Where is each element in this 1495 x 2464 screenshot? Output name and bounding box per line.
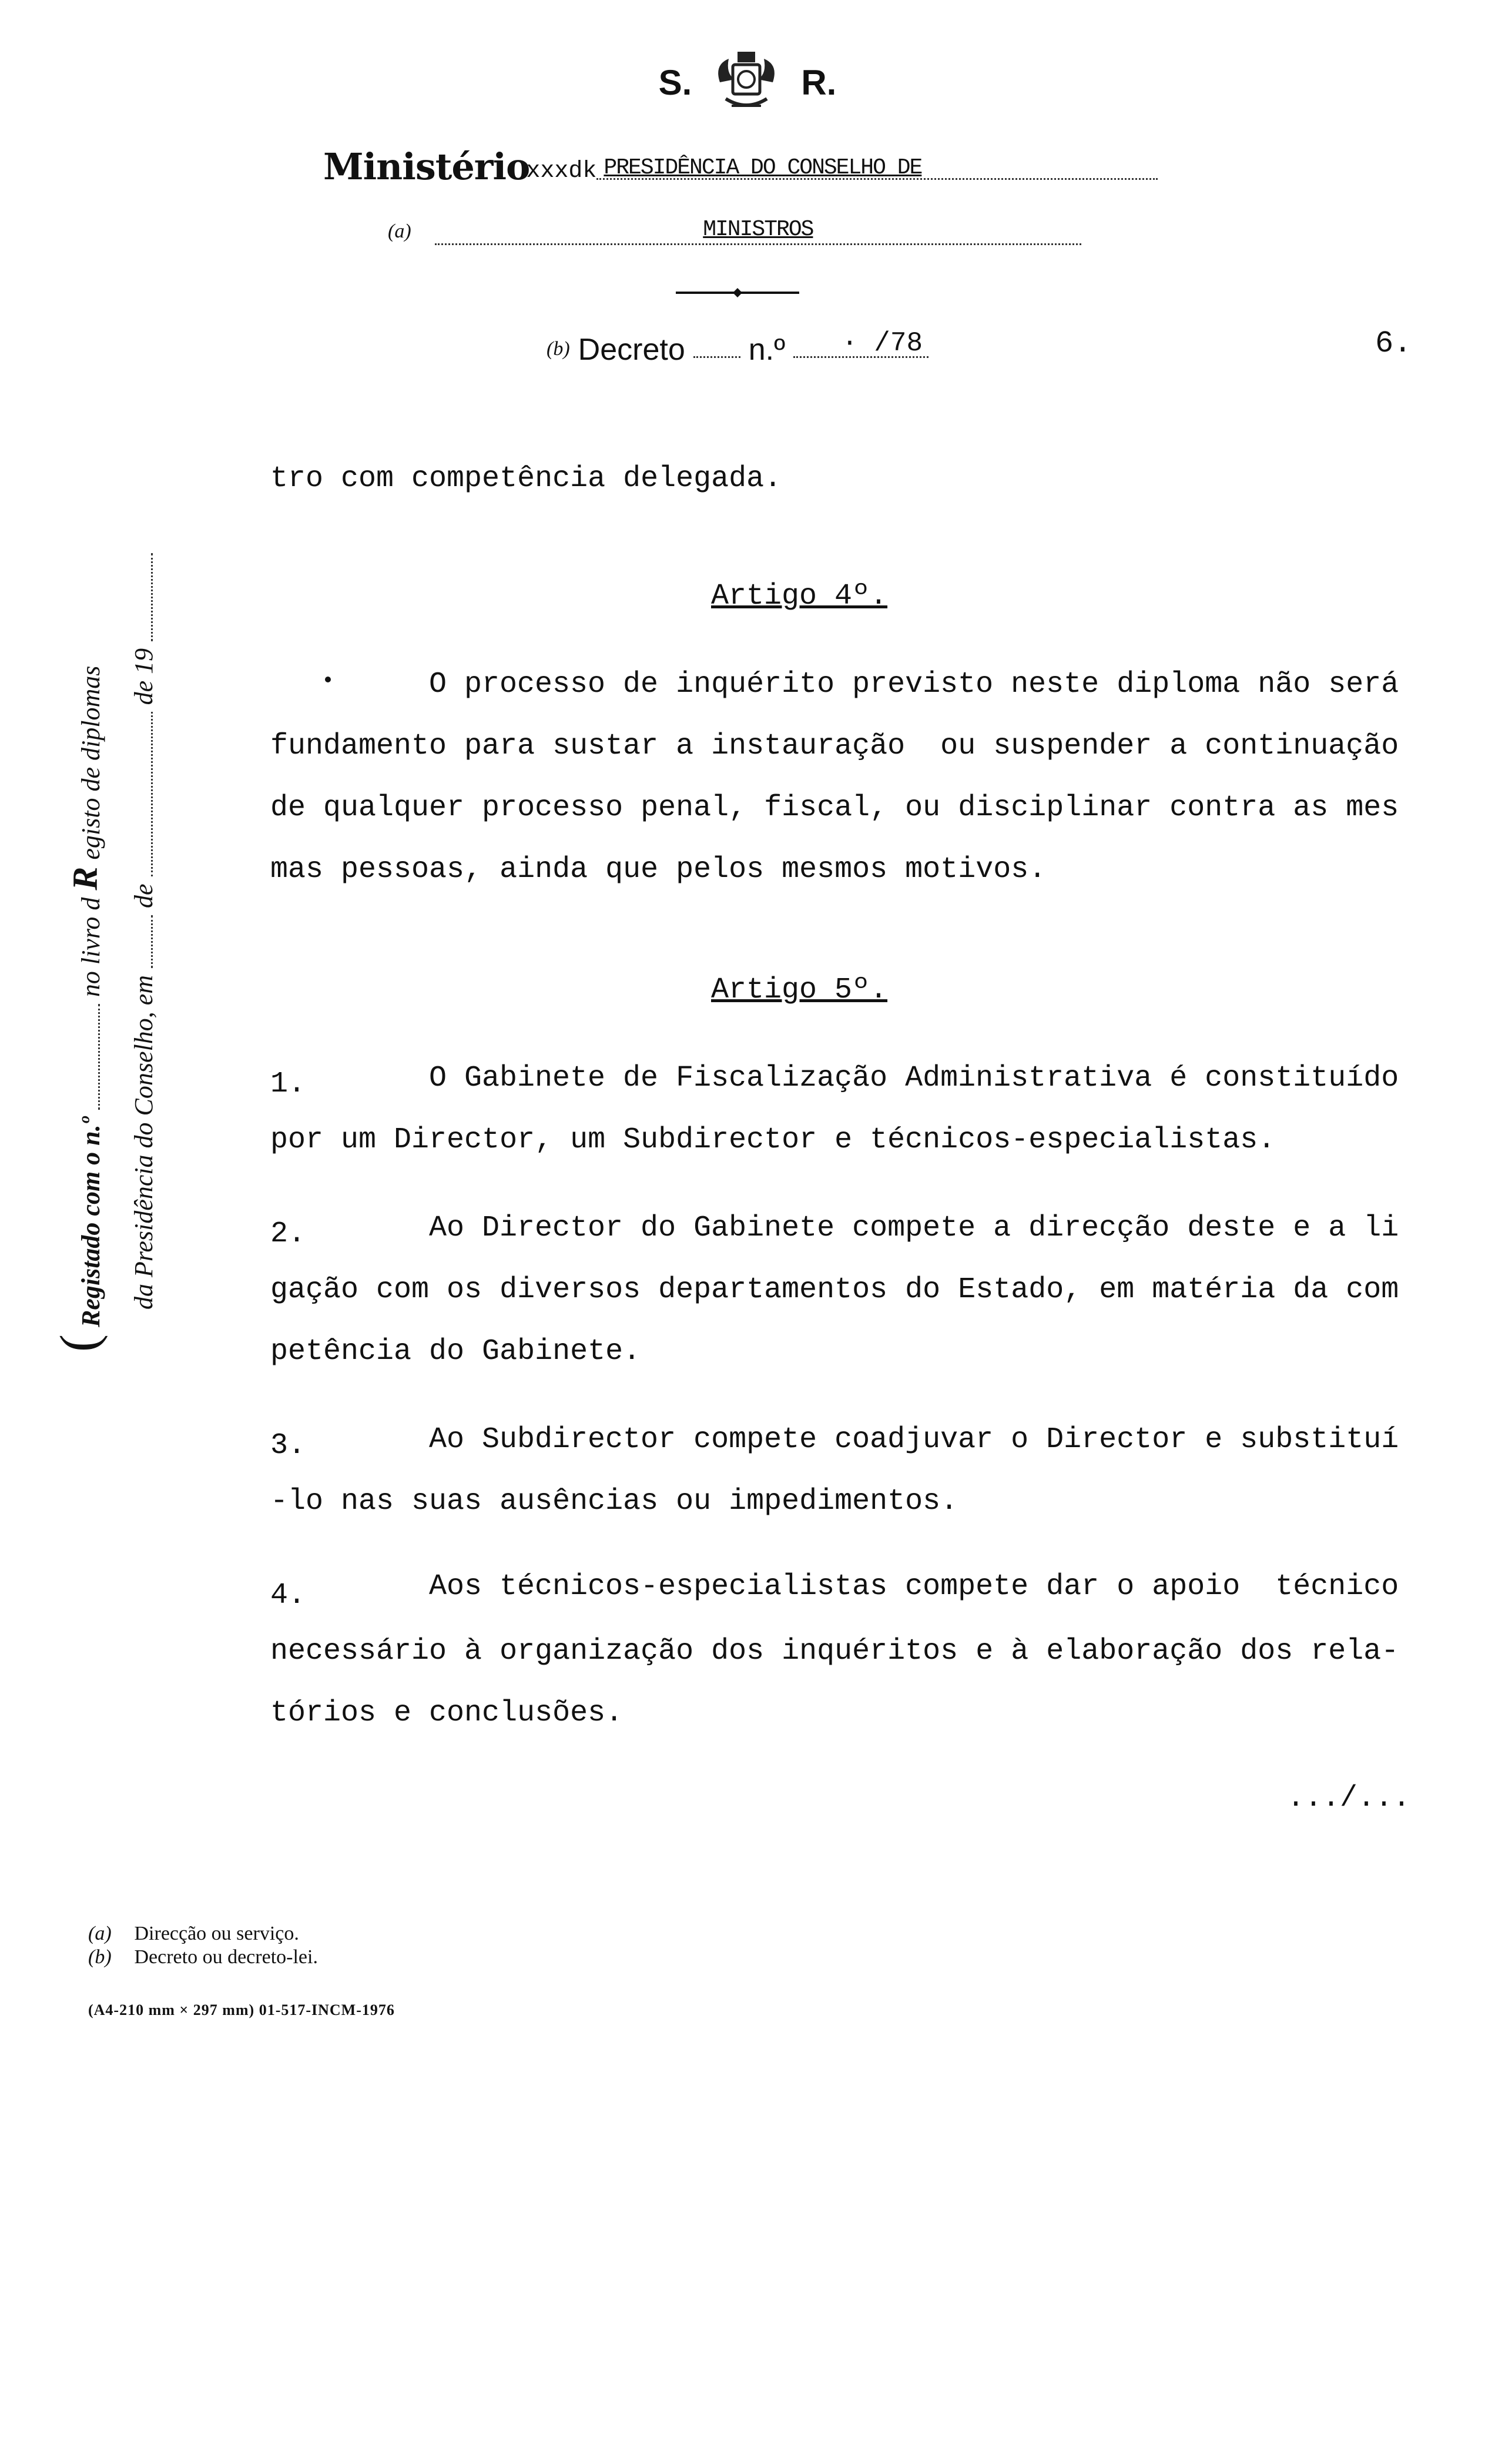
ministry-overtype: xxxdk bbox=[526, 158, 597, 185]
paragraph-first-line: Aos técnicos-especialistas compete dar o apoio técnico bbox=[429, 1570, 1399, 1603]
department-marker: (a) bbox=[388, 220, 411, 242]
paragraph-line: -lo nas suas ausências ou impedimentos. bbox=[270, 1485, 958, 1518]
margin-note-row-1 bbox=[50, 500, 108, 1352]
paragraph-line: necessário à organização dos inquéritos e à elaboração dos rela- bbox=[270, 1635, 1399, 1668]
department-dotted-line bbox=[435, 208, 1081, 245]
print-reference: (A4-210 mm × 297 mm) 01-517-INCM-1976 bbox=[88, 2001, 395, 2018]
margin-dotted-line bbox=[151, 915, 153, 968]
margin-dotted-line bbox=[151, 553, 153, 641]
department-value: MINISTROS bbox=[703, 217, 813, 242]
coat-of-arms-icon bbox=[708, 47, 785, 118]
footnote bbox=[88, 1946, 318, 1969]
margin-dotted-line bbox=[98, 1004, 100, 1110]
article-4-line: fundamento para sustar a instauração ou suspender a continuação bbox=[270, 729, 1399, 763]
footnotes bbox=[88, 1922, 318, 1969]
ministry-value: PRESIDÊNCIA DO CONSELHO DE bbox=[604, 155, 922, 180]
article-4-line: de qualquer processo penal, fiscal, ou disciplinar contra as mes bbox=[270, 791, 1399, 825]
decree-field bbox=[547, 320, 928, 367]
crest-right-letter: R. bbox=[801, 62, 837, 102]
margin-book-label: no livro d bbox=[76, 897, 105, 997]
footnote-key: (a) bbox=[88, 1923, 112, 1944]
paragraph-first-line: O Gabinete de Fiscalização Administrativa é constituído bbox=[429, 1062, 1399, 1095]
bracket-mark: ( bbox=[50, 1334, 108, 1352]
margin-year-label: de 19 bbox=[129, 648, 158, 705]
margin-registered-label: Registado com o n.º bbox=[76, 1117, 105, 1328]
paragraph-line: tórios e conclusões. bbox=[270, 1696, 624, 1730]
department-field bbox=[388, 209, 1081, 250]
ministry-field bbox=[323, 141, 1158, 188]
registration-margin-note bbox=[50, 500, 182, 1352]
footnote bbox=[88, 1922, 318, 1946]
footnote-key: (b) bbox=[88, 1946, 112, 1968]
margin-presidency-label: da Presidência do Conselho, em bbox=[129, 975, 158, 1310]
margin-dotted-line bbox=[151, 712, 153, 876]
article-4-heading: Artigo 4º. bbox=[711, 580, 888, 613]
footnote-text: Decreto ou decreto-lei. bbox=[134, 1946, 318, 1968]
footnote-text: Direcção ou serviço. bbox=[134, 1923, 299, 1944]
page-number: 6. bbox=[1375, 326, 1412, 361]
paragraph-number: 4. bbox=[270, 1579, 306, 1612]
number-label: n.º bbox=[748, 333, 786, 367]
paragraph-line: petência do Gabinete. bbox=[270, 1335, 641, 1368]
paragraph-number: 3. bbox=[270, 1429, 306, 1462]
article-4-line: O processo de inquérito previsto neste diploma não será bbox=[429, 668, 1399, 701]
paragraph-line: por um Director, um Subdirector e técnicos-especialistas. bbox=[270, 1123, 1276, 1157]
margin-de-label: de bbox=[129, 883, 158, 908]
continues-mark: .../... bbox=[1287, 1782, 1411, 1815]
ministry-dotted-line bbox=[596, 149, 1158, 180]
margin-handwritten-r: R bbox=[66, 866, 105, 890]
paragraph-first-line: Ao Subdirector compete coadjuvar o Director e substituí bbox=[429, 1423, 1399, 1457]
article-4-line: mas pessoas, ainda que pelos mesmos motivos. bbox=[270, 853, 1047, 886]
margin-note-row-2 bbox=[106, 500, 159, 1352]
decree-number: · /78 bbox=[842, 328, 923, 359]
decree-marker: (b) bbox=[547, 338, 570, 360]
number-dotted-line bbox=[793, 327, 928, 358]
paragraph-number: 1. bbox=[270, 1067, 306, 1101]
margin-registry-label: egisto de diplomas bbox=[76, 665, 105, 860]
decree-label: Decreto bbox=[578, 333, 685, 367]
paragraph-line: gação com os diversos departamentos do Estado, em matéria da com bbox=[270, 1273, 1399, 1307]
continuation-line: tro com competência delegada. bbox=[270, 462, 782, 496]
decree-type-dotted-line bbox=[693, 356, 740, 358]
paragraph-first-line: Ao Director do Gabinete compete a direcção deste e a li bbox=[429, 1211, 1399, 1245]
stray-mark bbox=[323, 675, 333, 684]
article-5-heading: Artigo 5º. bbox=[711, 973, 888, 1007]
crest-left-letter: S. bbox=[658, 62, 692, 102]
ministry-label: Ministério bbox=[323, 145, 530, 188]
divider-ornament bbox=[676, 287, 799, 299]
paragraph-number: 2. bbox=[270, 1217, 306, 1251]
letterhead-crest-row bbox=[0, 41, 1495, 123]
